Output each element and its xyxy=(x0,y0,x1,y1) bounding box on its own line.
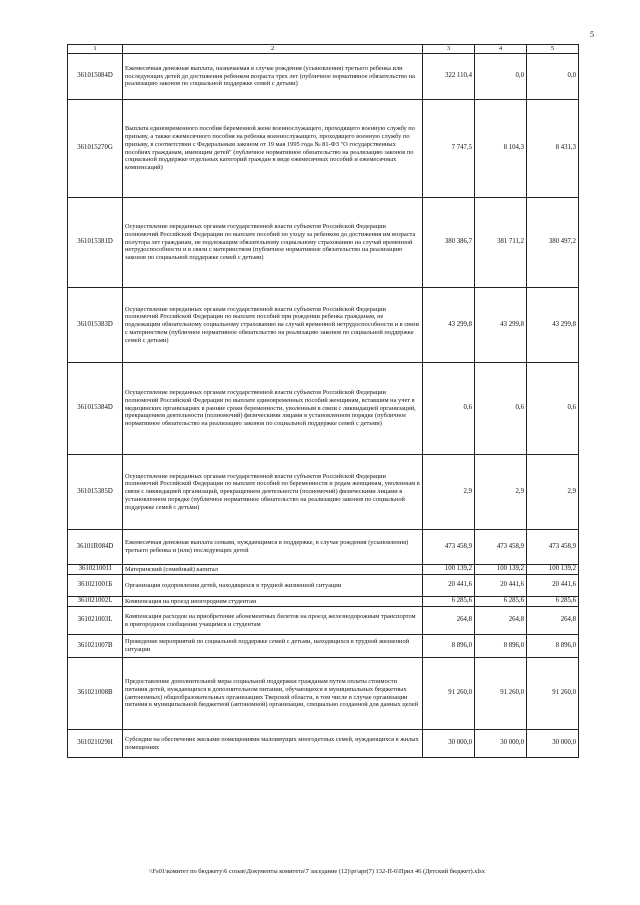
row-value-col3: 264,8 xyxy=(423,607,475,635)
row-description: Ежемесячная денежная выплата семьям, нуждающимся в поддержке, в случае рождения (усыновления) третьего ребенка и (или) последующих детей xyxy=(123,530,423,565)
row-value-col4: 0,6 xyxy=(475,363,527,455)
budget-table xyxy=(67,44,579,758)
row-value-col5: 6 285,6 xyxy=(527,597,579,607)
table-row xyxy=(68,100,579,198)
row-code: 361021001Б xyxy=(68,575,123,597)
row-value-col5: 8 431,3 xyxy=(527,100,579,198)
row-code: 361021002L xyxy=(68,597,123,607)
table-row xyxy=(68,530,579,565)
row-value-col5: 380 497,2 xyxy=(527,198,579,288)
row-value-col4: 2,9 xyxy=(475,455,527,530)
table-row xyxy=(68,597,579,607)
row-code: 361015384D xyxy=(68,363,123,455)
table-row xyxy=(68,658,579,730)
row-value-col4: 473 458,9 xyxy=(475,530,527,565)
row-value-col5: 20 441,6 xyxy=(527,575,579,597)
table-row xyxy=(68,635,579,658)
row-code: 361015383D xyxy=(68,288,123,363)
row-code: 361015385D xyxy=(68,455,123,530)
row-description: Осуществление переданных органам государственной власти субъектов Российской Федерации полномочий Российской Федерации по выплате пособий по уходу за ребенком до достижения им возраста полутора лет гражданам, не подлежащим обязательному социальному страхованию на случай временной нетрудоспособности и в связи с материнством (публичное нормативное обязательство на реализацию законов по социальной поддержке семей с детьми) xyxy=(123,198,423,288)
row-value-col3: 0,6 xyxy=(423,363,475,455)
row-value-col4: 6 285,6 xyxy=(475,597,527,607)
row-description: Материнский (семейный) капитал xyxy=(123,565,423,575)
row-description: Субсидии на обеспечение жилыми помещениями малоимущих многодетных семей, нуждающихся в жилых помещениях xyxy=(123,730,423,758)
row-value-col3: 6 285,6 xyxy=(423,597,475,607)
row-value-col3: 100 139,2 xyxy=(423,565,475,575)
row-code: 361015381D xyxy=(68,198,123,288)
row-value-col4: 8 896,0 xyxy=(475,635,527,658)
row-code: 361021029Н xyxy=(68,730,123,758)
row-value-col4: 0,0 xyxy=(475,54,527,100)
row-value-col5: 2,9 xyxy=(527,455,579,530)
row-value-col4: 20 441,6 xyxy=(475,575,527,597)
row-value-col5: 0,6 xyxy=(527,363,579,455)
row-value-col3: 20 441,6 xyxy=(423,575,475,597)
column-header: 4 xyxy=(475,45,527,54)
table-row xyxy=(68,455,579,530)
table-row xyxy=(68,575,579,597)
row-description: Осуществление переданных органам государственной власти субъектов Российской Федерации полномочий Российской Федерации по выплате единовременных пособий женщинам, вставшим на учет в медицинских организациях в ранние сроки беременности, уволенным в связи с ликвидацией организаций, прекращением деятельности (полномочий) физическими лицами в установленном порядке (публичное нормативное обязательство на реализацию законов по социальной поддержке семей с детьми) xyxy=(123,363,423,455)
row-code: 361015270G xyxy=(68,100,123,198)
row-value-col3: 43 299,8 xyxy=(423,288,475,363)
table-header-row xyxy=(68,45,579,54)
file-path-footer: \\Fs01\комитет по бюджету\6 созыв\Документы комитета\7 заседание (12)\pr\apr(7) 132-П-6\Прил 46 (Детский бюджет).xlsx xyxy=(149,868,485,875)
table-row xyxy=(68,607,579,635)
column-header: 5 xyxy=(527,45,579,54)
row-code: 361015084D xyxy=(68,54,123,100)
row-code: 361021001I xyxy=(68,565,123,575)
page-number: 5 xyxy=(590,30,594,39)
row-value-col5: 473 458,9 xyxy=(527,530,579,565)
row-value-col5: 91 260,0 xyxy=(527,658,579,730)
row-value-col3: 91 260,0 xyxy=(423,658,475,730)
row-value-col3: 8 896,0 xyxy=(423,635,475,658)
row-description: Компенсация на проезд иногородним студентам xyxy=(123,597,423,607)
row-code: 361021007В xyxy=(68,635,123,658)
row-value-col4: 30 000,0 xyxy=(475,730,527,758)
column-header: 1 xyxy=(68,45,123,54)
row-code: 36101R084D xyxy=(68,530,123,565)
row-value-col3: 380 386,7 xyxy=(423,198,475,288)
column-header: 3 xyxy=(423,45,475,54)
row-description: Осуществление переданных органам государственной власти субъектов Российской Федерации полномочий Российской Федерации по выплате пособий при рождении ребенка гражданам, не подлежащим обязательному социальному страхованию на случай временной нетрудоспособности и в связи с материнством (публичное нормативное обязательство на реализацию законов по социальной поддержке семей с детьми) xyxy=(123,288,423,363)
row-description: Компенсация расходов на приобретение абонементных билетов на проезд железнодорожным транспортом в пригородном сообщении учащимся и студентам xyxy=(123,607,423,635)
row-description: Осуществление переданных органам государственной власти субъектов Российской Федерации полномочий Российской Федерации по выплате пособий по беременности и родам женщинам, уволенным в связи с ликвидацией организаций, прекращением деятельности (полномочий) физическими лицами в установленном порядке (публичное нормативное обязательство на реализацию законов по социальной поддержке семей с детьми) xyxy=(123,455,423,530)
table-row xyxy=(68,54,579,100)
column-header: 2 xyxy=(123,45,423,54)
row-value-col4: 100 139,2 xyxy=(475,565,527,575)
row-description: Выплата единовременного пособия беременной жене военнослужащего, проходящего военную службу по призыву, а также ежемесячного пособия на ребенка военнослужащего, проходящего военную службу по призыву, в соответствии с Федеральным законом от 19 мая 1995 года № 81-ФЗ "О государственных пособиях гражданам, имеющим детей" (публичное нормативное обязательство на реализацию законов по социальной поддержке отдельных категорий граждан в виде ежемесячных пособий и ежемесячных компенсаций) xyxy=(123,100,423,198)
table-row xyxy=(68,363,579,455)
row-description: Организация оздоровления детей, находящихся в трудной жизненной ситуации xyxy=(123,575,423,597)
table-row xyxy=(68,730,579,758)
table-row xyxy=(68,288,579,363)
row-value-col3: 322 110,4 xyxy=(423,54,475,100)
row-value-col5: 100 139,2 xyxy=(527,565,579,575)
row-value-col5: 8 896,0 xyxy=(527,635,579,658)
row-value-col4: 264,8 xyxy=(475,607,527,635)
row-value-col4: 43 299,8 xyxy=(475,288,527,363)
row-code: 361021003L xyxy=(68,607,123,635)
row-value-col3: 7 747,5 xyxy=(423,100,475,198)
row-description: Предоставление дополнительной меры социальной поддержки гражданам путем оплаты стоимости питания детей, нуждающихся в дополнительном питании, обучающихся в муниципальных бюджетных (автономных) общеобразовательных организациях Тверской области, в том числе в случае организации питания в муниципальной бюджетной (автономной) организации, специально созданной для данных целей xyxy=(123,658,423,730)
row-description: Ежемесячная денежная выплата, назначаемая в случае рождения (усыновления) третьего ребенка или последующих детей до достижения ребенком возраста трех лет (публичное нормативное обязательство на реализацию законов по социальной поддержке семей с детьми) xyxy=(123,54,423,100)
row-value-col5: 264,8 xyxy=(527,607,579,635)
row-value-col5: 30 000,0 xyxy=(527,730,579,758)
row-value-col3: 30 000,0 xyxy=(423,730,475,758)
row-value-col4: 91 260,0 xyxy=(475,658,527,730)
row-value-col4: 381 711,2 xyxy=(475,198,527,288)
table-row xyxy=(68,565,579,575)
table-row xyxy=(68,198,579,288)
row-code: 361021008В xyxy=(68,658,123,730)
row-value-col4: 8 104,3 xyxy=(475,100,527,198)
row-value-col5: 0,0 xyxy=(527,54,579,100)
row-description: Проведение мероприятий по социальной поддержке семей с детьми, находящихся в трудной жизненной ситуации xyxy=(123,635,423,658)
row-value-col5: 43 299,8 xyxy=(527,288,579,363)
row-value-col3: 473 458,9 xyxy=(423,530,475,565)
row-value-col3: 2,9 xyxy=(423,455,475,530)
